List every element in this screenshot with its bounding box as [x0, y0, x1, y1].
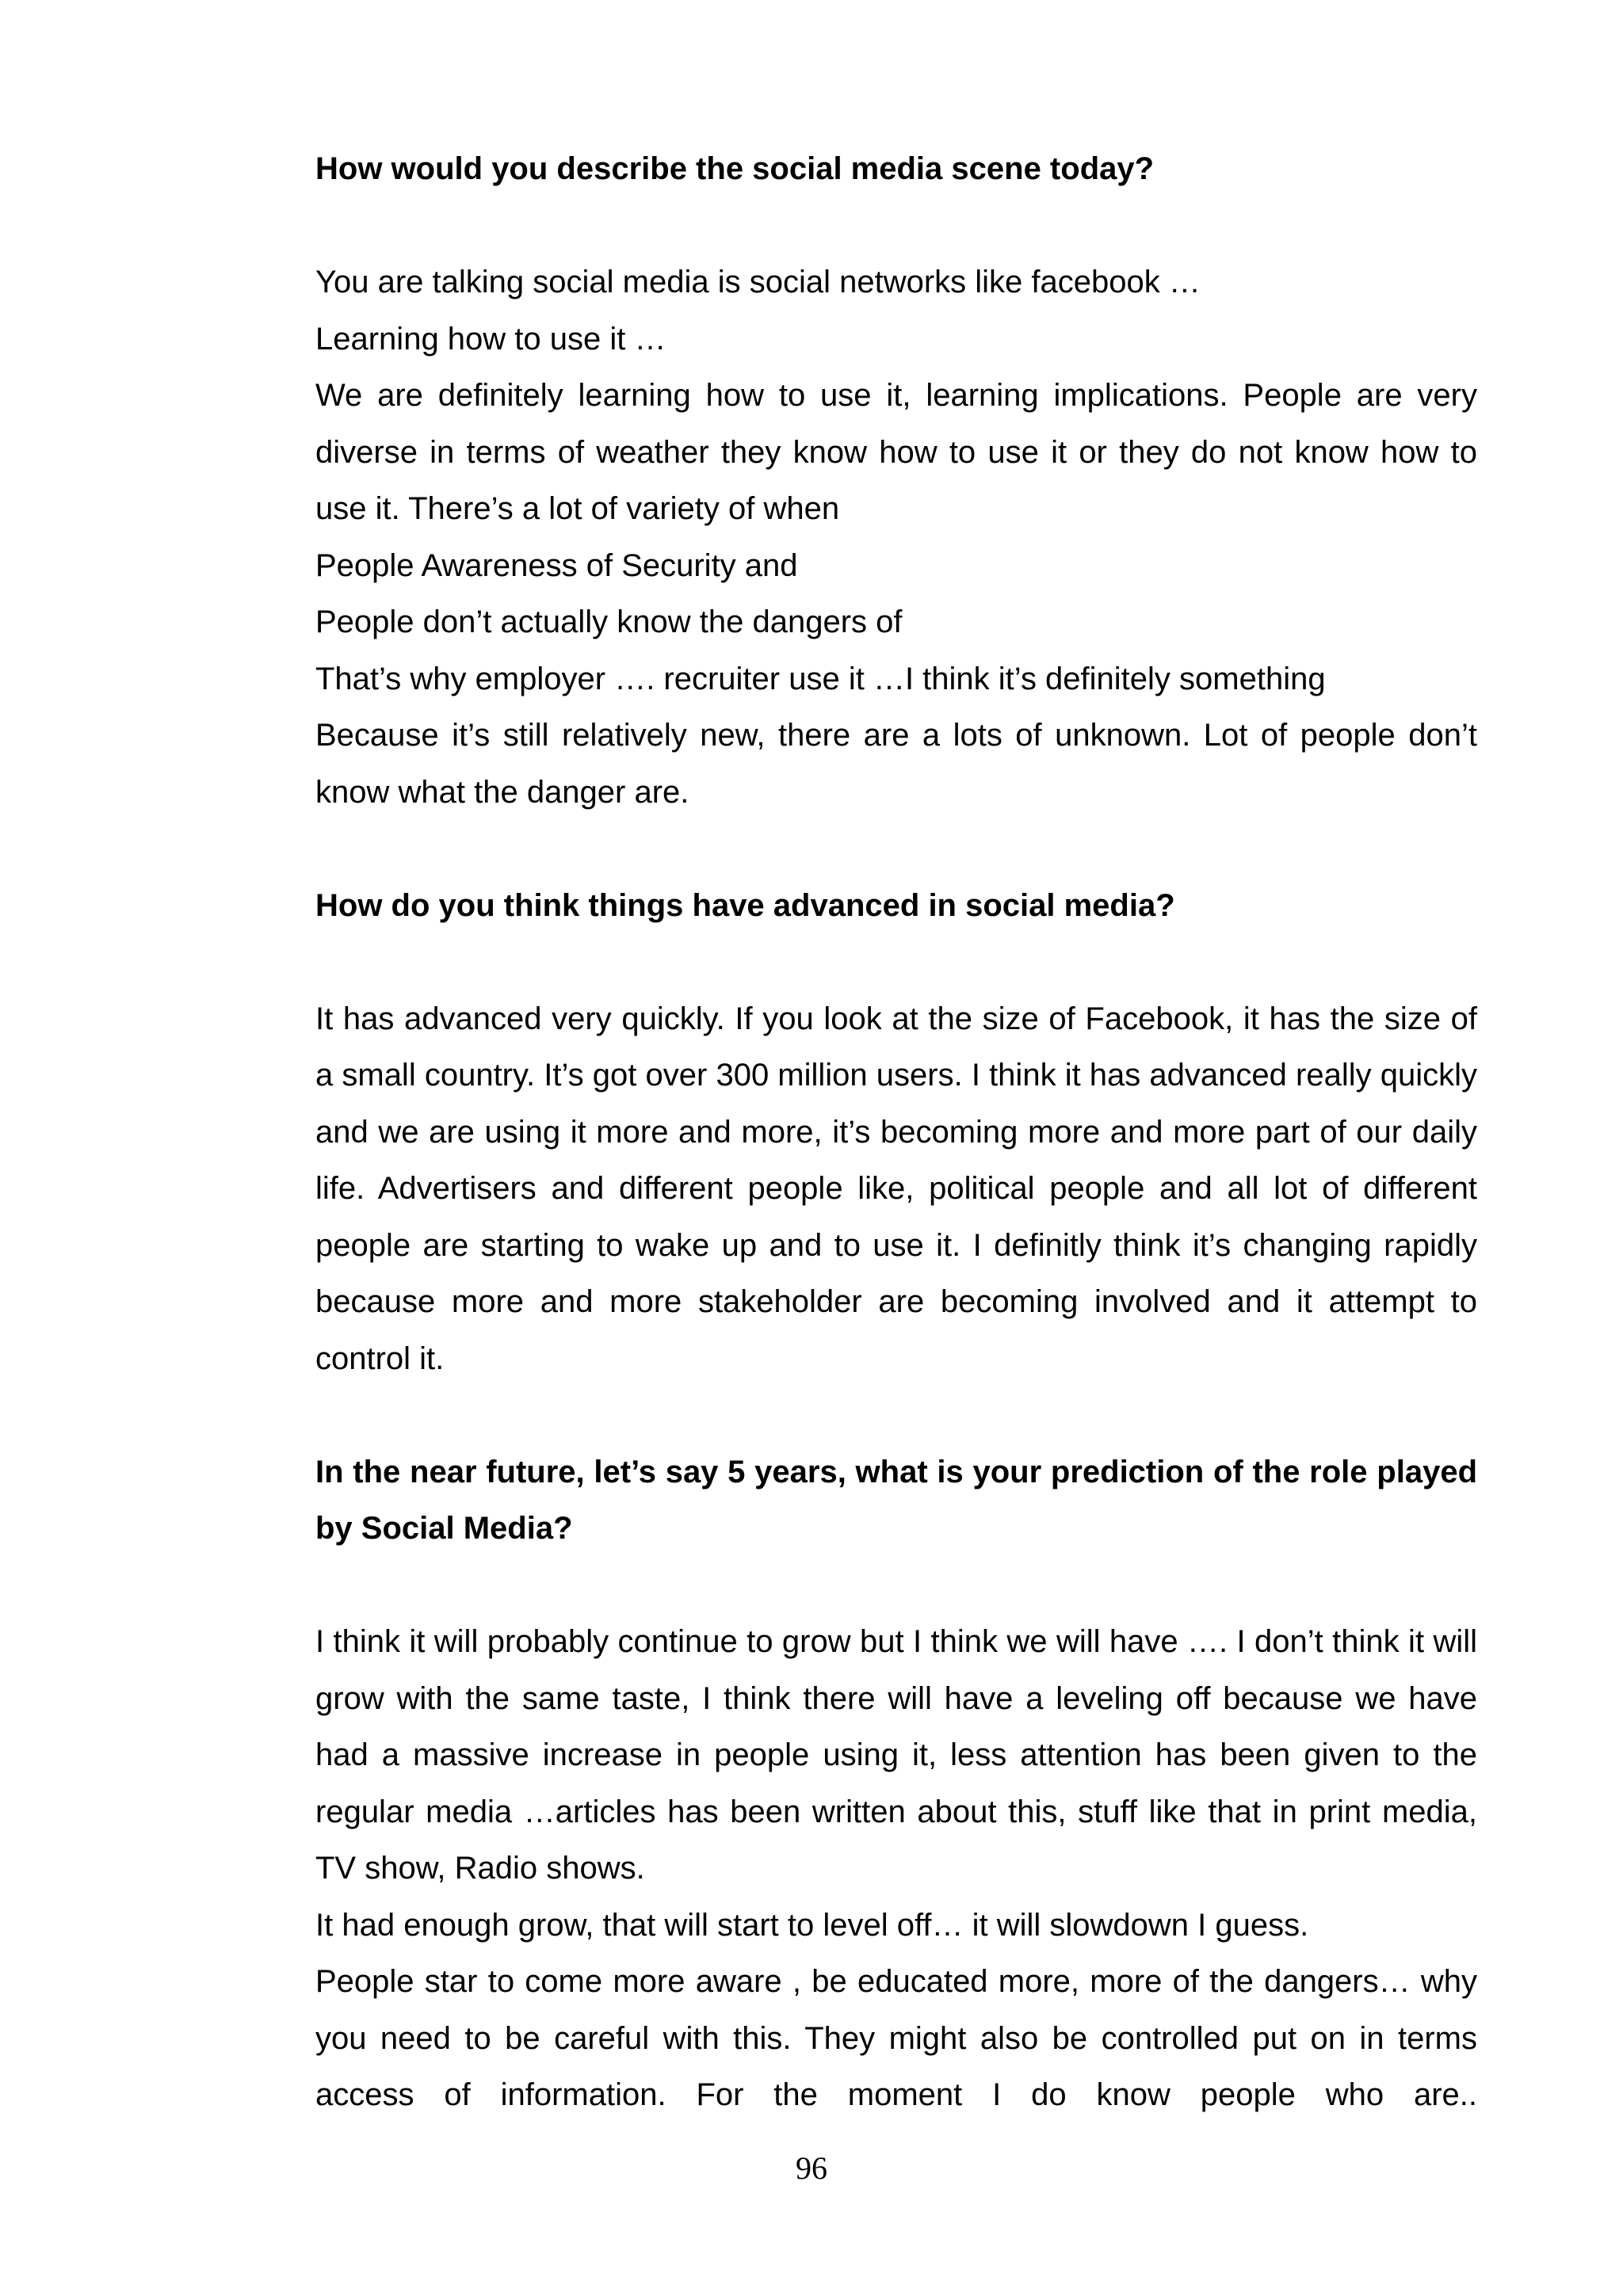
answer-1-line-1: You are talking social media is social networks like facebook …: [315, 265, 1201, 299]
spacer: [315, 1387, 1477, 1444]
answer-1-line-5: That’s why employer …. recruiter use it …I think it’s definitely something: [315, 661, 1326, 696]
page-number: 96: [796, 2150, 827, 2186]
spacer: [315, 1558, 1477, 1615]
answer-1-line-4: People don’t actually know the dangers of: [315, 605, 903, 639]
question-1: How would you describe the social media scene today?: [315, 151, 1155, 186]
answer-1-paragraph-2: Because it’s still relatively new, there are a lots of unknown. Lot of people don’t know what the danger are.: [315, 718, 1477, 810]
question-3: In the near future, let’s say 5 years, what is your prediction of the role played by Social Media?: [315, 1454, 1477, 1546]
spacer: [315, 821, 1477, 878]
answer-1-line-3: People Awareness of Security and: [315, 547, 798, 583]
answer-3-line-1: It had enough grow, that will start to level off… it will slowdown I guess.: [315, 1907, 1309, 1943]
answer-2-paragraph-1: It has advanced very quickly. If you look at the size of Facebook, it has the size of a small country. It’s got over 300 million users. I think it has advanced really quickly and we are using it more and more, it’s becoming more and more part of our daily life. Advertisers and different people like, political people and all lot of different people are starting to wake up and to use it. I definitly think it’s changing rapidly because more and more stakeholder are becoming involved and it attempt to control it.: [315, 1001, 1477, 1376]
answer-3-paragraph-1: I think it will probably continue to grow but I think we will have …. I don’t think it will grow with the same taste, I think there will have a leveling off because we have had a massive increase in people using it, less attention has been given to the regular media …articles has been written about this, stuff like that in print media, TV show, Radio shows.: [315, 1624, 1477, 1886]
answer-1-paragraph-1: We are definitely learning how to use it, learning implications. People are very diverse in terms of weather they know how to use it or they do not know how to use it. There’s a lot of variety of when: [315, 378, 1477, 526]
answer-2: [315, 991, 1477, 1388]
answer-1-line-2: Learning how to use it …: [315, 321, 666, 357]
document-page: [315, 141, 1477, 2124]
question-2: How do you think things have advanced in social media?: [315, 887, 1175, 923]
answer-1: [315, 254, 1477, 821]
spacer: [315, 198, 1477, 255]
answer-3: [315, 1614, 1477, 2124]
answer-3-paragraph-2: People star to come more aware , be educated more, more of the dangers… why you need to be careful with this. They might also be controlled put on in terms access of information. For the moment I do know people who are..: [315, 1964, 1477, 2112]
spacer: [315, 934, 1477, 991]
